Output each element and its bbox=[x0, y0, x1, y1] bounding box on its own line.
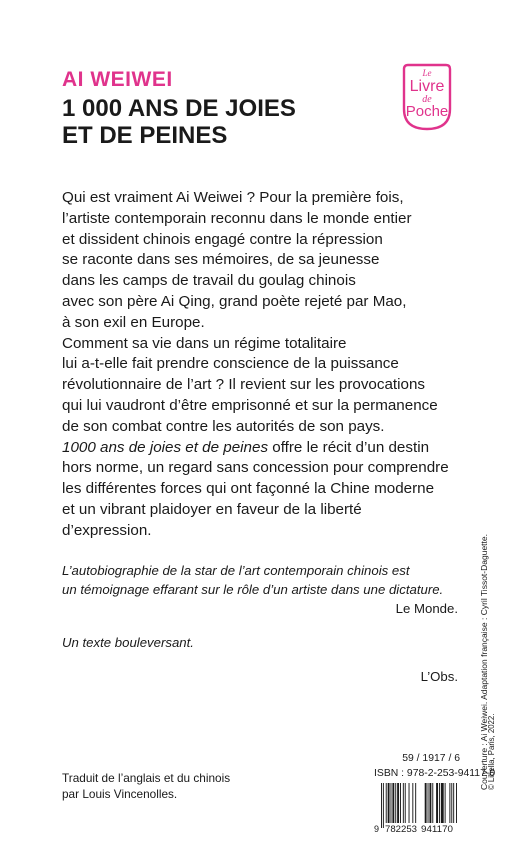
credit-line: Couverture : Ai Weiwei. Adaptation française : Cyril Tissot-Daguette. bbox=[480, 555, 489, 790]
translator-line: par Louis Vincenolles. bbox=[62, 787, 178, 801]
logo-text-poche: Poche bbox=[405, 103, 449, 120]
translator-credit bbox=[62, 770, 230, 802]
barcode-bar bbox=[436, 783, 438, 823]
description-line: d’expression. bbox=[62, 521, 152, 539]
barcode-bar bbox=[456, 783, 457, 823]
description-line: et un vibrant plaidoyer en faveur de la liberté bbox=[62, 500, 362, 518]
description-line: avec son père Ai Qing, grand poète rejeté par Mao, bbox=[62, 292, 407, 310]
back-cover-description bbox=[62, 188, 482, 542]
description-line: se raconte dans ses mémoires, de sa jeunesse bbox=[62, 251, 380, 269]
quote-source: L’Obs. bbox=[420, 669, 458, 684]
description-line: qui lui vaudront d’être emprisonné et sur la permanence bbox=[62, 396, 438, 414]
barcode-bar bbox=[381, 783, 382, 828]
barcode-bar bbox=[392, 783, 394, 823]
quote-line: Un texte bouleversant. bbox=[62, 635, 194, 650]
description-line: lui a-t-elle fait prendre conscience de la puissance bbox=[62, 355, 399, 373]
barcode-digit-first: 9 bbox=[374, 824, 380, 834]
book-title bbox=[62, 95, 296, 149]
italic-book-title: 1000 ans de joies et de peines bbox=[62, 438, 269, 456]
barcode-bar bbox=[405, 783, 406, 823]
logo-text-livre: Livre bbox=[409, 78, 445, 95]
barcode-bar bbox=[449, 783, 450, 823]
description-line: dans les camps de travail du goulag chinois bbox=[62, 272, 356, 290]
barcode-bar bbox=[432, 783, 433, 823]
barcode-bar bbox=[403, 783, 404, 823]
barcode-bar bbox=[439, 783, 440, 823]
barcode-digits-left: 782253 bbox=[385, 824, 417, 834]
barcode-bar bbox=[425, 783, 427, 823]
barcode-bar bbox=[395, 783, 396, 823]
description-line: l’artiste contemporain reconnu dans le monde entier bbox=[62, 209, 412, 227]
title-line: 1 000 ANS DE JOIES bbox=[62, 95, 296, 122]
quote-line: L’autobiographie de la star de l’art contemporain chinois est bbox=[62, 563, 410, 578]
translator-line: Traduit de l’anglais et du chinois bbox=[62, 771, 231, 785]
barcode-bar bbox=[412, 783, 413, 823]
barcode-bars bbox=[381, 783, 457, 828]
author-name: AI WEIWEI bbox=[62, 68, 173, 91]
description-line: révolutionnaire de l’art ? Il revient sur les provocations bbox=[62, 376, 425, 394]
quote-gap bbox=[62, 618, 458, 633]
barcode-bar bbox=[445, 783, 446, 823]
barcode-bar bbox=[428, 783, 429, 823]
barcode-bar bbox=[386, 783, 387, 823]
barcode-bar bbox=[451, 783, 452, 823]
quote-gap bbox=[62, 652, 458, 667]
barcode-bar bbox=[409, 783, 410, 823]
isbn: ISBN : 978-2-253-94117-0 bbox=[374, 768, 496, 779]
description-line: Qui est vraiment Ai Weiwei ? Pour la première fois, bbox=[62, 189, 404, 206]
credit-line: © Libella, Paris, 2022. bbox=[487, 713, 496, 790]
logo-text-le: Le bbox=[422, 68, 432, 78]
cover-credits-vertical bbox=[481, 532, 495, 790]
barcode-bar bbox=[383, 783, 384, 828]
description-line: hors norme, un regard sans concession pour comprendre bbox=[62, 459, 449, 477]
barcode-bar bbox=[388, 783, 390, 823]
isbn-barcode bbox=[374, 783, 460, 833]
title-line: ET DE PEINES bbox=[62, 122, 228, 149]
barcode-bar bbox=[397, 783, 399, 823]
description-line: à son exil en Europe. bbox=[62, 313, 205, 331]
description-line-rest: offre le récit d’un destin bbox=[268, 438, 430, 456]
description-line: les différentes forces qui ont façonné la Chine moderne bbox=[62, 480, 435, 498]
book-codes bbox=[374, 751, 496, 781]
description-line: Comment sa vie dans un régime totalitaire bbox=[62, 334, 347, 352]
description-line: et dissident chinois engagé contre la répression bbox=[62, 230, 383, 248]
barcode-bar bbox=[400, 783, 401, 823]
description-line bbox=[62, 438, 482, 459]
barcode-bar bbox=[441, 783, 444, 823]
quote-source: Le Monde. bbox=[395, 601, 458, 616]
barcode-bar bbox=[429, 783, 431, 823]
press-quotes bbox=[62, 561, 458, 686]
livre-de-poche-logo bbox=[398, 63, 456, 131]
barcode-digits-right: 941170 bbox=[421, 824, 453, 834]
logo-text-de: de bbox=[422, 94, 432, 105]
quote-line: un témoignage effarant sur le rôle d’un artiste dans une dictature. bbox=[62, 582, 444, 597]
barcode-bar bbox=[415, 783, 416, 823]
barcode-bar bbox=[453, 783, 454, 823]
barcode-bar bbox=[391, 783, 392, 823]
description-line: de son combat contre les autorités de son pays. bbox=[62, 417, 385, 435]
reference-code: 59 / 1917 / 6 bbox=[402, 753, 460, 764]
